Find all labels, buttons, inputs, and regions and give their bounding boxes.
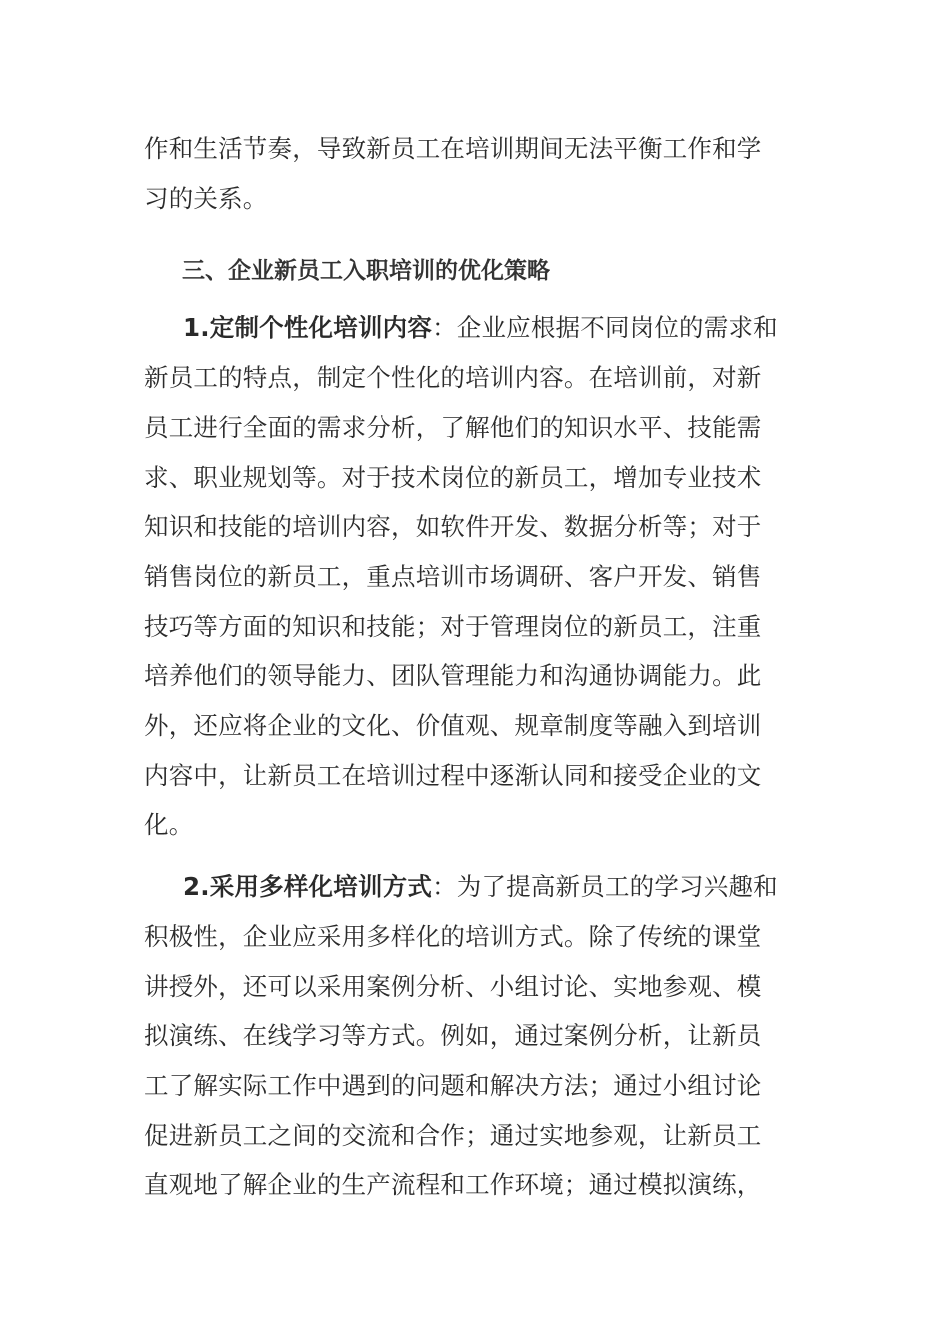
document-page [144,124,808,1210]
text-line: 知识和技能的培训内容，如软件开发、数据分析等；对于 [144,512,762,542]
text-line: 积极性，企业应采用多样化的培训方式。除了传统的课堂 [144,921,762,951]
section-heading: 三、企业新员工入职培训的优化策略 [182,258,550,285]
paragraph-diverse-methods [144,862,808,1210]
text-line [144,303,808,353]
text-line: 拟演练、在线学习等方式。例如，通过案例分析，让新员 [144,1021,762,1051]
paragraph-title: 2.采用多样化培训方式 [183,872,433,902]
text-line [144,862,808,912]
text-line: 讲授外，还可以采用案例分析、小组讨论、实地参观、模 [144,971,762,1001]
text-line: 员工进行全面的需求分析，了解他们的知识水平、技能需 [144,412,762,442]
text-line: 直观地了解企业的生产流程和工作环境；通过模拟演练， [144,1170,762,1200]
text-line: 求、职业规划等。对于技术岗位的新员工，增加专业技术 [144,462,762,492]
paragraph-continued [144,124,808,223]
text-line: 技巧等方面的知识和技能；对于管理岗位的新员工，注重 [144,611,762,641]
text-line: 培养他们的领导能力、团队管理能力和沟通协调能力。此 [144,661,762,691]
text-line: 促进新员工之间的交流和合作；通过实地参观，让新员工 [144,1120,762,1150]
paragraph-title: 1.定制个性化培训内容 [183,313,433,343]
text-line: 习的关系。 [144,183,268,213]
text-line: 外，还应将企业的文化、价值观、规章制度等融入到培训 [144,711,762,741]
text-line: 化。 [144,810,194,840]
text-segment: ：企业应根据不同岗位的需求和 [432,313,778,343]
text-line: 作和生活节奏，导致新员工在培训期间无法平衡工作和学 [144,134,762,163]
text-line: 工了解实际工作中遇到的问题和解决方法；通过小组讨论 [144,1070,762,1100]
paragraph-custom-training [144,303,808,850]
text-line: 新员工的特点，制定个性化的培训内容。在培训前，对新 [144,363,762,393]
text-line: 销售岗位的新员工，重点培训市场调研、客户开发、销售 [144,561,762,591]
text-line: 内容中，让新员工在培训过程中逐渐认同和接受企业的文 [144,760,762,790]
text-segment: ：为了提高新员工的学习兴趣和 [432,872,778,902]
